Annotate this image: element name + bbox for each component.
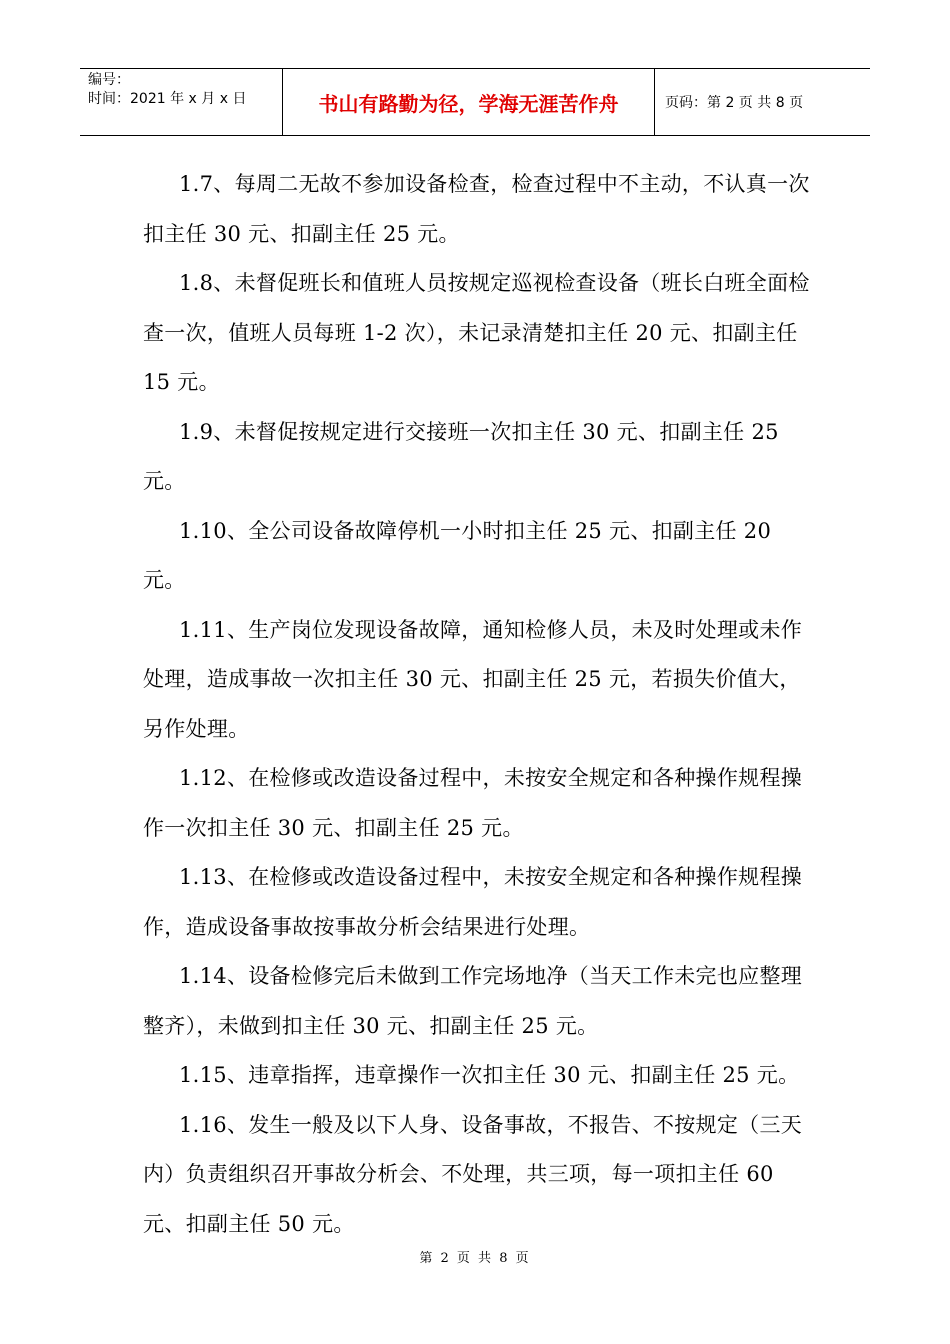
paragraph-1-10: 1.10、全公司设备故障停机一小时扣主任 25 元、扣副主任 20 元。	[143, 518, 772, 592]
document-header	[80, 68, 870, 136]
time-label: 时间：2021 年 x 月 x 日	[88, 91, 247, 107]
header-meta	[80, 69, 283, 135]
paragraph-1-14: 1.14、设备检修完后未做到工作完场地净（当天工作未完也应整理整齐），未做到扣主任 30 元、扣副主任 25 元。	[143, 964, 803, 1038]
paragraph-1-12: 1.12、在检修或改造设备过程中，未按安全规定和各种操作规程操作一次扣主任 30 元、扣副主任 25 元。	[143, 766, 803, 840]
number-label: 编号：	[88, 72, 130, 88]
header-motto: 书山有路勤为径，学海无涯苦作舟	[283, 69, 655, 135]
paragraph-1-15: 1.15、违章指挥，违章操作一次扣主任 30 元、扣副主任 25 元。	[179, 1063, 800, 1087]
paragraph-1-11: 1.11、生产岗位发现设备故障，通知检修人员，未及时处理或未作处理，造成事故一次扣主任 30 元、扣副主任 25 元，若损失价值大，另作处理。	[143, 617, 803, 741]
paragraph-1-9: 1.9、未督促按规定进行交接班一次扣主任 30 元、扣副主任 25 元。	[143, 419, 779, 493]
document-body	[143, 160, 813, 1249]
paragraph-1-13: 1.13、在检修或改造设备过程中，未按安全规定和各种操作规程操作，造成设备事故按事故分析会结果进行处理。	[143, 865, 803, 939]
paragraph-1-7: 1.7、每周二无故不参加设备检查，检查过程中不主动，不认真一次扣主任 30 元、扣副主任 25 元。	[143, 172, 810, 246]
header-page-code: 页码：第 2 页 共 8 页	[665, 95, 804, 111]
paragraph-1-16: 1.16、发生一般及以下人身、设备事故，不报告、不按规定（三天内）负责组织召开事故分析会、不处理，共三项，每一项扣主任 60 元、扣副主任 50 元。	[143, 1112, 803, 1236]
page-footer: 第 2 页 共 8 页	[419, 1251, 531, 1266]
paragraph-1-8: 1.8、未督促班长和值班人员按规定巡视检查设备（班长白班全面检查一次，值班人员每班 1-2 次），未记录清楚扣主任 20 元、扣副主任 15 元。	[143, 271, 810, 394]
